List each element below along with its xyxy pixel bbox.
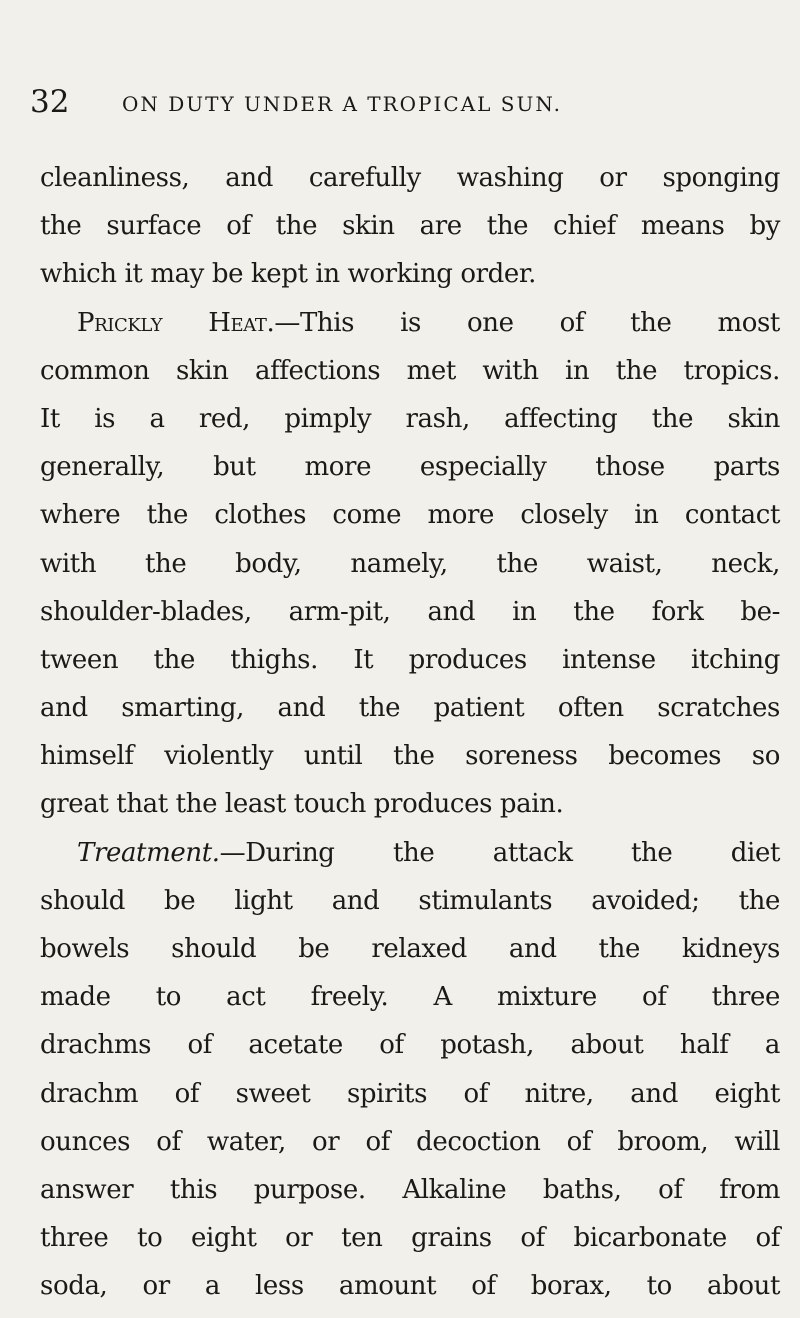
text-line: common skin affections met with in the tropics. [40,355,780,386]
text-line: with the body, namely, the waist, neck, [40,548,780,579]
running-title: ON DUTY UNDER A TROPICAL SUN. [122,92,562,116]
section-heading-prickly-heat: Prickly Heat. [77,307,275,338]
page-number: 32 [30,84,70,120]
text-fragment: —During the attack the diet [219,837,780,868]
text-line: the surface of the skin are the chief means by [40,211,780,242]
body-text [40,154,780,1311]
text-line: should be light and stimulants avoided; the [40,885,780,916]
text-line: ounces of water, or of decoction of broom, will [40,1126,780,1157]
text-fragment: —This is one of the most [274,307,780,338]
text-line: drachm of sweet spirits of nitre, and eight [40,1078,780,1109]
text-line: soda, or a less amount of borax, to about [40,1271,780,1302]
text-line: where the clothes come more closely in contact [40,500,780,531]
text-line: three to eight or ten grains of bicarbonate of [40,1223,780,1254]
text-line: cleanliness, and carefully washing or sponging [40,163,780,193]
text-line: and smarting, and the patient often scratches [40,693,780,724]
text-line: shoulder-blades, arm-pit, and in the fork be- [40,596,780,627]
text-line: himself violently until the soreness becomes so [40,741,780,772]
text-line [40,299,780,347]
running-header [30,82,770,122]
text-line: drachms of acetate of potash, about half a [40,1030,780,1061]
text-line: which it may be kept in working order. [40,259,536,290]
text-line: bowels should be relaxed and the kidneys [40,934,780,964]
text-line: tween the thighs. It produces intense itching [40,644,780,675]
text-line: made to act freely. A mixture of three [40,982,780,1013]
text-line: great that the least touch produces pain. [40,789,564,820]
text-line: answer this purpose. Alkaline baths, of from [40,1174,780,1205]
text-line: It is a red, pimply rash, affecting the skin [40,403,780,434]
text-line: generally, but more especially those parts [40,452,780,483]
text-line [40,829,780,877]
section-heading-treatment: Treatment. [77,837,220,868]
